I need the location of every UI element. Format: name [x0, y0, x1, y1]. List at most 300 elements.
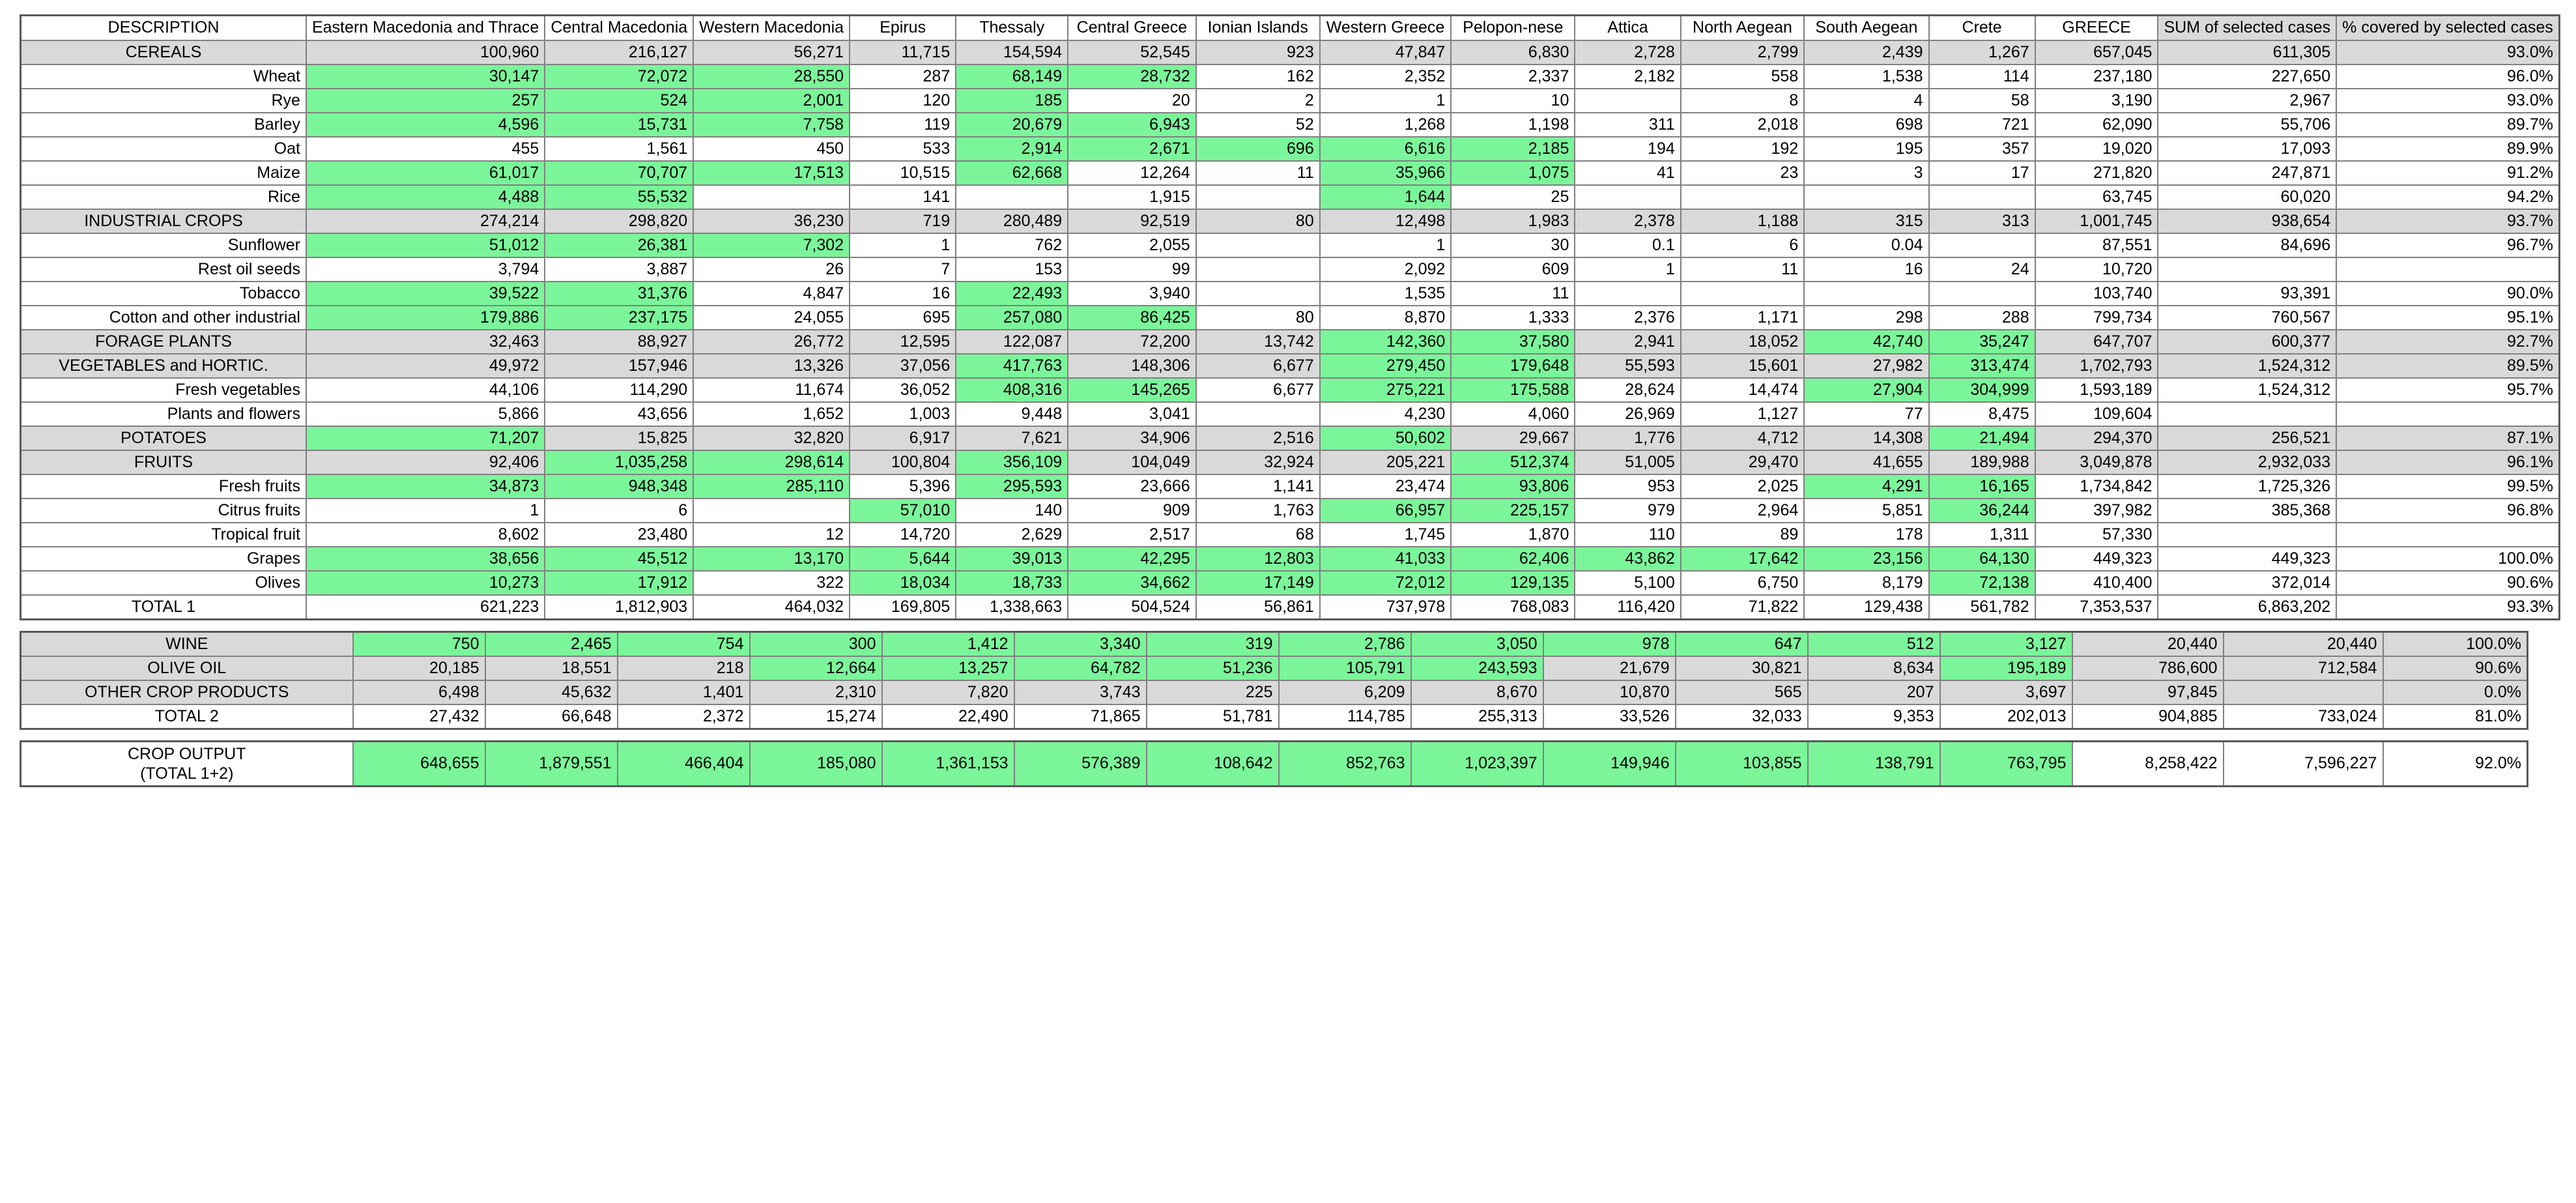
cell-value: 763,795: [1940, 741, 2072, 786]
cell-value: 35,247: [1929, 330, 2035, 354]
cell-value: 162: [1196, 65, 1320, 89]
cell-value: 17,513: [693, 161, 850, 185]
cell-value: 154,594: [956, 40, 1068, 65]
cell-value: 0.04: [1804, 233, 1928, 257]
cell-value: 116,420: [1575, 595, 1680, 620]
cell-value: 72,138: [1929, 571, 2035, 595]
table-row: [21, 40, 2560, 65]
cell-sum-selected: [2224, 680, 2383, 704]
cell-greece-total: 63,745: [2035, 185, 2158, 209]
table-row: [21, 426, 2560, 450]
cell-greece-total: 62,090: [2035, 113, 2158, 137]
table-row: [21, 741, 2528, 786]
cell-greece-total: 20,440: [2072, 631, 2224, 656]
cell-value: 4,488: [306, 185, 545, 209]
cell-value: 108,642: [1147, 741, 1279, 786]
cell-value: 23,156: [1804, 547, 1928, 571]
cell-value: [1804, 185, 1928, 209]
cell-value: 1,644: [1320, 185, 1452, 209]
cell-value: 2,352: [1320, 65, 1452, 89]
cell-value: [1929, 233, 2035, 257]
row-label-fruits: FRUITS: [21, 450, 306, 474]
table-row: [21, 233, 2560, 257]
cell-pct-covered: 93.0%: [2336, 89, 2559, 113]
cell-value: 37,056: [850, 354, 956, 378]
cell-value: 2,799: [1681, 40, 1804, 65]
cell-value: 13,742: [1196, 330, 1320, 354]
row-label-olives: Olives: [21, 571, 306, 595]
cell-value: 14,474: [1681, 378, 1804, 402]
cell-value: 1,763: [1196, 499, 1320, 523]
cell-value: 11: [1681, 257, 1804, 282]
cell-value: 2,728: [1575, 40, 1680, 65]
cell-value: 768,083: [1451, 595, 1575, 620]
cell-value: 695: [850, 306, 956, 330]
cell-value: 2,310: [750, 680, 882, 704]
cell-value: 192: [1681, 137, 1804, 161]
cell-value: 7,820: [882, 680, 1014, 704]
cell-value: 1: [306, 499, 545, 523]
row-label-rest-oil-seeds: Rest oil seeds: [21, 257, 306, 282]
cell-value: 2,439: [1804, 40, 1928, 65]
cell-sum-selected: 712,584: [2224, 656, 2383, 680]
cell-value: 62,406: [1451, 547, 1575, 571]
cell-value: 2,378: [1575, 209, 1680, 233]
cell-value: [1196, 185, 1320, 209]
cell-value: 1,812,903: [545, 595, 693, 620]
cell-value: 852,763: [1279, 741, 1411, 786]
cell-value: 195: [1804, 137, 1928, 161]
cell-value: 315: [1804, 209, 1928, 233]
cell-value: 1,188: [1681, 209, 1804, 233]
cell-value: 1,879,551: [485, 741, 618, 786]
cell-value: 66,648: [485, 704, 618, 729]
cell-value: 1,338,663: [956, 595, 1068, 620]
cell-value: 194: [1575, 137, 1680, 161]
cell-value: 179,648: [1451, 354, 1575, 378]
cell-value: 6,616: [1320, 137, 1452, 161]
cell-value: 72,200: [1068, 330, 1195, 354]
cell-value: 17,642: [1681, 547, 1804, 571]
cell-value: 275,221: [1320, 378, 1452, 402]
cell-pct-covered: 89.9%: [2336, 137, 2559, 161]
cell-value: 71,822: [1681, 595, 1804, 620]
row-label-sunflower: Sunflower: [21, 233, 306, 257]
cell-value: 70,707: [545, 161, 693, 185]
cell-pct-covered: [2336, 257, 2559, 282]
table-row: [21, 402, 2560, 426]
cell-sum-selected: 2,967: [2158, 89, 2336, 113]
cell-value: 64,130: [1929, 547, 2035, 571]
cell-value: 6: [545, 499, 693, 523]
cell-value: 11: [1451, 282, 1575, 306]
cell-value: 6,943: [1068, 113, 1195, 137]
cell-greece-total: 786,600: [2072, 656, 2224, 680]
cell-value: 8,602: [306, 523, 545, 547]
cell-value: 14,308: [1804, 426, 1928, 450]
cell-value: 23,480: [545, 523, 693, 547]
cell-value: 20,679: [956, 113, 1068, 137]
table-row: [21, 282, 2560, 306]
cell-pct-covered: 93.7%: [2336, 209, 2559, 233]
cell-value: 22,490: [882, 704, 1014, 729]
cell-value: 56,861: [1196, 595, 1320, 620]
cell-greece-total: 103,740: [2035, 282, 2158, 306]
table-row: [21, 378, 2560, 402]
cell-value: 36,244: [1929, 499, 2035, 523]
cell-sum-selected: 6,863,202: [2158, 595, 2336, 620]
cell-value: 10,870: [1543, 680, 1676, 704]
column-header-north-aegean: North Aegean: [1681, 16, 1804, 40]
cell-value: 43,862: [1575, 547, 1680, 571]
cell-value: 3,940: [1068, 282, 1195, 306]
cell-value: 38,656: [306, 547, 545, 571]
cell-value: 257,080: [956, 306, 1068, 330]
cell-value: 288: [1929, 306, 2035, 330]
cell-greece-total: 87,551: [2035, 233, 2158, 257]
cell-value: 179,886: [306, 306, 545, 330]
cell-pct-covered: [2336, 523, 2559, 547]
cell-pct-covered: 93.0%: [2336, 40, 2559, 65]
row-label-oat: Oat: [21, 137, 306, 161]
cell-value: 0.1: [1575, 233, 1680, 257]
cell-value: 3,794: [306, 257, 545, 282]
cell-value: 6,830: [1451, 40, 1575, 65]
cell-value: 1,745: [1320, 523, 1452, 547]
table-body-block1: [21, 40, 2560, 620]
cell-value: 32,463: [306, 330, 545, 354]
cell-value: 2,025: [1681, 474, 1804, 499]
column-header-epirus: Epirus: [850, 16, 956, 40]
table-row: [21, 631, 2528, 656]
cell-value: 185: [956, 89, 1068, 113]
cell-value: 80: [1196, 209, 1320, 233]
cell-value: 721: [1929, 113, 2035, 137]
cell-value: 1,361,153: [882, 741, 1014, 786]
table-row: [21, 450, 2560, 474]
cell-value: 274,214: [306, 209, 545, 233]
cell-value: 1,915: [1068, 185, 1195, 209]
cell-sum-selected: 760,567: [2158, 306, 2336, 330]
cell-value: 100,804: [850, 450, 956, 474]
cell-value: 565: [1676, 680, 1808, 704]
column-header-central-macedonia: Central Macedonia: [545, 16, 693, 40]
cell-value: 142,360: [1320, 330, 1452, 354]
cell-pct-covered: 90.0%: [2336, 282, 2559, 306]
cell-value: 450: [693, 137, 850, 161]
cell-value: 216,127: [545, 40, 693, 65]
cell-value: 696: [1196, 137, 1320, 161]
table-row: [21, 113, 2560, 137]
row-label-forage-plants: FORAGE PLANTS: [21, 330, 306, 354]
cell-value: 13,326: [693, 354, 850, 378]
cell-value: [1196, 257, 1320, 282]
row-label-maize: Maize: [21, 161, 306, 185]
cell-value: 1: [1320, 233, 1452, 257]
cell-value: 279,450: [1320, 354, 1452, 378]
cell-value: [1929, 282, 2035, 306]
cell-value: 21,494: [1929, 426, 2035, 450]
cell-value: 52: [1196, 113, 1320, 137]
cell-greece-total: 10,720: [2035, 257, 2158, 282]
cell-value: 64,782: [1014, 656, 1147, 680]
cell-value: 80: [1196, 306, 1320, 330]
cell-value: 319: [1147, 631, 1279, 656]
cell-value: 243,593: [1411, 656, 1543, 680]
table-row: [21, 704, 2528, 729]
cell-value: 153: [956, 257, 1068, 282]
cell-value: 138,791: [1808, 741, 1940, 786]
cell-value: [1575, 89, 1680, 113]
cell-value: 356,109: [956, 450, 1068, 474]
cell-value: 39,013: [956, 547, 1068, 571]
row-label-barley: Barley: [21, 113, 306, 137]
cell-value: 55,593: [1575, 354, 1680, 378]
cell-value: 698: [1804, 113, 1928, 137]
cell-greece-total: 271,820: [2035, 161, 2158, 185]
cell-value: 1: [1575, 257, 1680, 282]
cell-value: 51,012: [306, 233, 545, 257]
cell-value: 185,080: [750, 741, 882, 786]
cell-sum-selected: 611,305: [2158, 40, 2336, 65]
cell-value: [1196, 282, 1320, 306]
cell-value: 205,221: [1320, 450, 1452, 474]
cell-value: 71,865: [1014, 704, 1147, 729]
cell-value: 8,670: [1411, 680, 1543, 704]
cell-value: 524: [545, 89, 693, 113]
cell-value: 2,376: [1575, 306, 1680, 330]
cell-value: 18,034: [850, 571, 956, 595]
row-label-grapes: Grapes: [21, 547, 306, 571]
cell-value: 207: [1808, 680, 1940, 704]
cell-value: 225: [1147, 680, 1279, 704]
cell-value: 52,545: [1068, 40, 1195, 65]
cell-value: [956, 185, 1068, 209]
cell-value: 28,550: [693, 65, 850, 89]
cell-value: 13,170: [693, 547, 850, 571]
cell-value: [693, 185, 850, 209]
cell-value: 49,972: [306, 354, 545, 378]
cell-value: 1: [1320, 89, 1452, 113]
cell-greece-total: 657,045: [2035, 40, 2158, 65]
cell-value: 36,230: [693, 209, 850, 233]
cell-pct-covered: 100.0%: [2336, 547, 2559, 571]
cell-value: 4,712: [1681, 426, 1804, 450]
cell-value: 1,333: [1451, 306, 1575, 330]
cell-value: 26,969: [1575, 402, 1680, 426]
cell-sum-selected: 372,014: [2158, 571, 2336, 595]
column-header-central-greece: Central Greece: [1068, 16, 1195, 40]
row-label-wheat: Wheat: [21, 65, 306, 89]
cell-value: [1929, 185, 2035, 209]
row-label-cotton-and-other-industrial: Cotton and other industrial: [21, 306, 306, 330]
cell-value: 295,593: [956, 474, 1068, 499]
row-label-total-1: TOTAL 1: [21, 595, 306, 620]
cell-value: 119: [850, 113, 956, 137]
table-row: [21, 499, 2560, 523]
cell-value: 43,656: [545, 402, 693, 426]
cell-value: 8,870: [1320, 306, 1452, 330]
cell-value: 6,750: [1681, 571, 1804, 595]
cell-value: 32,033: [1676, 704, 1808, 729]
cell-value: 504,524: [1068, 595, 1195, 620]
cell-value: 3: [1804, 161, 1928, 185]
cell-value: 5,644: [850, 547, 956, 571]
cell-value: 10,273: [306, 571, 545, 595]
cell-pct-covered: 93.3%: [2336, 595, 2559, 620]
cell-value: 140: [956, 499, 1068, 523]
column-header-thessaly: Thessaly: [956, 16, 1068, 40]
cell-value: 57,010: [850, 499, 956, 523]
cell-pct-covered: 87.1%: [2336, 426, 2559, 450]
cell-value: 298: [1804, 306, 1928, 330]
cell-pct-covered: 95.1%: [2336, 306, 2559, 330]
cell-value: 1,003: [850, 402, 956, 426]
cell-value: 533: [850, 137, 956, 161]
cell-value: 32,820: [693, 426, 850, 450]
cell-value: 89: [1681, 523, 1804, 547]
cell-value: 71,207: [306, 426, 545, 450]
cell-value: 20,185: [353, 656, 485, 680]
cell-value: 37,580: [1451, 330, 1575, 354]
table-row: [21, 89, 2560, 113]
cell-value: 923: [1196, 40, 1320, 65]
cell-sum-selected: 938,654: [2158, 209, 2336, 233]
cell-value: 39,522: [306, 282, 545, 306]
cell-value: 1,535: [1320, 282, 1452, 306]
cell-pct-covered: 0.0%: [2383, 680, 2528, 704]
cell-value: 66,957: [1320, 499, 1452, 523]
cell-value: 647: [1676, 631, 1808, 656]
cell-value: 5,396: [850, 474, 956, 499]
cell-sum-selected: 1,725,326: [2158, 474, 2336, 499]
cell-value: 27,982: [1804, 354, 1928, 378]
cell-value: 1,268: [1320, 113, 1452, 137]
cell-value: 7,302: [693, 233, 850, 257]
table-row: [21, 571, 2560, 595]
cell-value: 978: [1543, 631, 1676, 656]
cell-value: 948,348: [545, 474, 693, 499]
cell-value: 51,781: [1147, 704, 1279, 729]
column-header-sum-selected-cases: SUM of selected cases: [2158, 16, 2336, 40]
cell-value: 3,743: [1014, 680, 1147, 704]
cell-value: 88,927: [545, 330, 693, 354]
cell-value: 34,662: [1068, 571, 1195, 595]
cell-value: 304,999: [1929, 378, 2035, 402]
cell-value: 16,165: [1929, 474, 2035, 499]
cell-value: 27,432: [353, 704, 485, 729]
cell-sum-selected: 17,093: [2158, 137, 2336, 161]
cell-value: 26,381: [545, 233, 693, 257]
cell-value: 1,127: [1681, 402, 1804, 426]
cell-value: 47,847: [1320, 40, 1452, 65]
cell-value: 2,055: [1068, 233, 1195, 257]
cell-value: 255,313: [1411, 704, 1543, 729]
cell-value: 8,634: [1808, 656, 1940, 680]
table-row: [21, 257, 2560, 282]
cell-value: 169,805: [850, 595, 956, 620]
cell-value: 218: [618, 656, 750, 680]
cell-greece-total: 410,400: [2035, 571, 2158, 595]
cell-value: 1,412: [882, 631, 1014, 656]
cell-value: 72,012: [1320, 571, 1452, 595]
cell-value: 455: [306, 137, 545, 161]
cell-value: 15,731: [545, 113, 693, 137]
cell-pct-covered: 89.7%: [2336, 113, 2559, 137]
cell-pct-covered: 92.7%: [2336, 330, 2559, 354]
cell-value: 41,655: [1804, 450, 1928, 474]
cell-sum-selected: [2158, 257, 2336, 282]
cell-greece-total: 294,370: [2035, 426, 2158, 450]
cell-value: 7,758: [693, 113, 850, 137]
cell-value: 1,311: [1929, 523, 2035, 547]
cell-value: 750: [353, 631, 485, 656]
cell-value: 621,223: [306, 595, 545, 620]
column-header-western-macedonia: Western Macedonia: [693, 16, 850, 40]
cell-value: 4,847: [693, 282, 850, 306]
cell-value: 2,517: [1068, 523, 1195, 547]
cell-value: 34,906: [1068, 426, 1195, 450]
cell-value: 114,290: [545, 378, 693, 402]
column-header-eastern-macedonia-thrace: Eastern Macedonia and Thrace: [306, 16, 545, 40]
table-row: [21, 547, 2560, 571]
cell-value: 141: [850, 185, 956, 209]
table-row: [21, 65, 2560, 89]
cell-value: [1804, 282, 1928, 306]
cell-value: [1575, 185, 1680, 209]
cell-sum-selected: [2158, 523, 2336, 547]
cell-value: 1,267: [1929, 40, 2035, 65]
cell-value: 10,515: [850, 161, 956, 185]
cell-value: 62,668: [956, 161, 1068, 185]
cell-value: 195,189: [1940, 656, 2072, 680]
row-label-rice: Rice: [21, 185, 306, 209]
cell-sum-selected: 733,024: [2224, 704, 2383, 729]
cell-value: 11: [1196, 161, 1320, 185]
cell-value: 35,966: [1320, 161, 1452, 185]
cell-value: 287: [850, 65, 956, 89]
cell-value: [1196, 233, 1320, 257]
cell-value: 103,855: [1676, 741, 1808, 786]
row-label-cereals: CEREALS: [21, 40, 306, 65]
cell-value: 51,005: [1575, 450, 1680, 474]
cell-value: 280,489: [956, 209, 1068, 233]
cell-value: [693, 499, 850, 523]
cell-value: 909: [1068, 499, 1195, 523]
table-header: [21, 16, 2560, 40]
cell-value: 512: [1808, 631, 1940, 656]
cell-value: 3,697: [1940, 680, 2072, 704]
cell-value: 737,978: [1320, 595, 1452, 620]
cell-value: 27,904: [1804, 378, 1928, 402]
cell-value: 12,664: [750, 656, 882, 680]
crop-table-output: [20, 740, 2528, 787]
cell-value: 13,257: [882, 656, 1014, 680]
cell-value: 148,306: [1068, 354, 1195, 378]
cell-value: 466,404: [618, 741, 750, 786]
cell-value: 648,655: [353, 741, 485, 786]
cell-value: 10: [1451, 89, 1575, 113]
cell-value: 1,198: [1451, 113, 1575, 137]
cell-value: 14,720: [850, 523, 956, 547]
cell-value: 110: [1575, 523, 1680, 547]
cell-sum-selected: 93,391: [2158, 282, 2336, 306]
cell-value: 28,624: [1575, 378, 1680, 402]
row-label-vegetables-and-hortic: VEGETABLES and HORTIC.: [21, 354, 306, 378]
cell-value: 1,983: [1451, 209, 1575, 233]
cell-value: 2,629: [956, 523, 1068, 547]
cell-value: 12,264: [1068, 161, 1195, 185]
